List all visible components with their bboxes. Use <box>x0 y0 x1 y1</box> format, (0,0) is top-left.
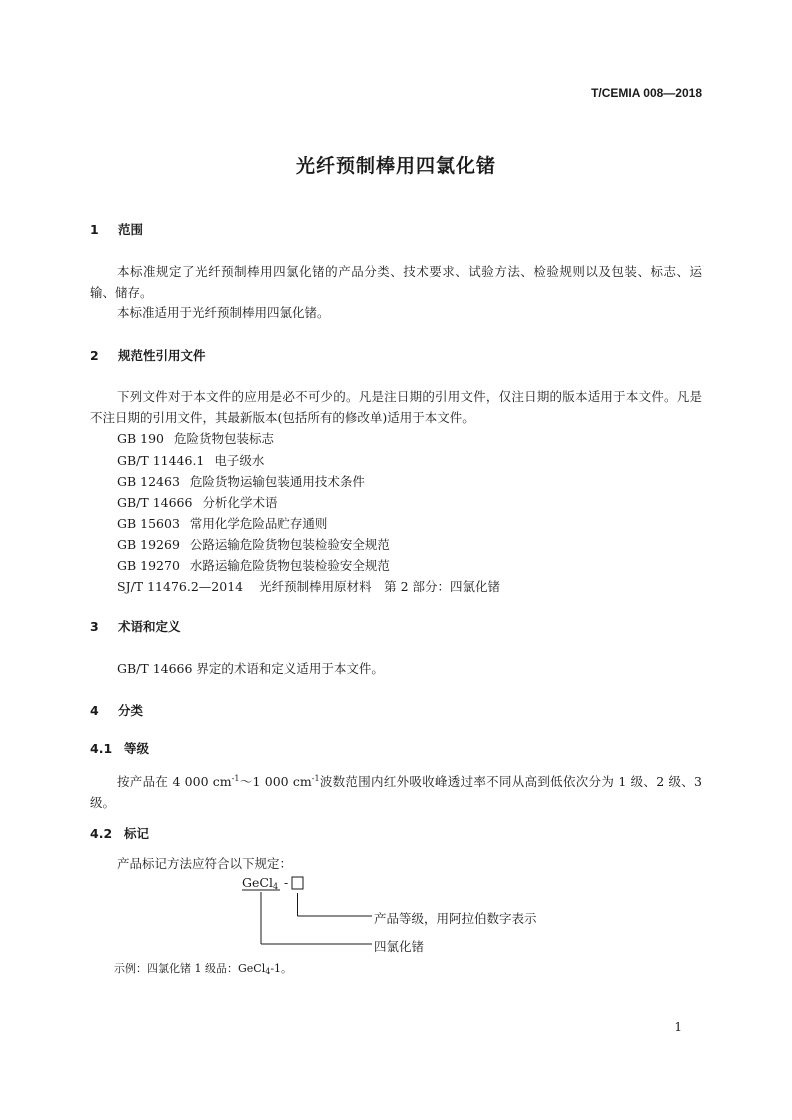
reference-name: 分析化学术语 <box>202 495 278 510</box>
reference-code: GB 190 <box>117 431 165 446</box>
section-4-2-intro: 产品标记方法应符合以下规定： <box>117 856 293 871</box>
reference-name: 危险货物运输包装通用技术条件 <box>189 474 365 489</box>
section-3-paragraph-1: GB/T 14666 界定的术语和定义适用于本文件。 <box>117 661 384 676</box>
section-1-number: 1 <box>90 222 99 237</box>
section-4-title: 分类 <box>118 703 144 718</box>
section-2-paragraph-1: 下列文件对于本文件的应用是必不可少的。凡是注日期的引用文件，仅注日期的版本适用于本文件。凡是不注日期的引用文件，其最新版本(包括所有的修改单)适用于本文件。 <box>90 389 702 425</box>
reference-code: GB 15603 <box>117 516 180 531</box>
text-segment: 按产品在 4 000 cm <box>117 774 232 789</box>
reference-code: GB 19269 <box>117 537 180 552</box>
section-4-1-title: 等级 <box>124 741 150 756</box>
section-3-number: 3 <box>90 619 99 634</box>
reference-name: 光纤预制棒用原材料 第 2 部分：四氯化锗 <box>259 579 501 594</box>
label-compound: 四氯化锗 <box>374 939 425 954</box>
formula-subscript: 4 <box>272 882 279 891</box>
grade-box <box>292 877 303 889</box>
text-segment: 波数范围内红外吸收峰透过率不同从高到低依次分为 1 级、2 级、3 级。 <box>90 774 702 810</box>
label-grade: 产品等级，用阿拉伯数字表示 <box>374 911 537 926</box>
section-2-title: 规范性引用文件 <box>118 348 206 363</box>
reference-code: GB/T 14666 <box>117 495 193 510</box>
reference-code: SJ/T 11476.2—2014 <box>117 579 244 594</box>
section-4-1-number: 4.1 <box>90 741 113 756</box>
formula-main: GeCl <box>242 875 273 890</box>
example-suffix: -1。 <box>270 962 293 975</box>
section-1-paragraph-1: 本标准规定了光纤预制棒用四氯化锗的产品分类、技术要求、试验方法、检验规则以及包装、标志、运输、储存。 <box>90 264 702 300</box>
section-4-2-title: 标记 <box>124 826 150 841</box>
section-1-paragraph-2: 本标准适用于光纤预制棒用四氯化锗。 <box>117 305 330 320</box>
reference-name: 水路运输危险货物包装检验安全规范 <box>189 558 390 573</box>
reference-name: 公路运输危险货物包装检验安全规范 <box>189 537 390 552</box>
document-title: 光纤预制棒用四氯化锗 <box>295 155 496 177</box>
reference-code: GB/T 11446.1 <box>117 453 205 468</box>
reference-name: 危险货物包装标志 <box>174 431 275 446</box>
reference-code: GB 12463 <box>117 474 180 489</box>
text-segment: ～1 000 cm <box>239 774 312 789</box>
standard-number: T/CEMIA 008—2018 <box>591 86 702 100</box>
superscript: -1 <box>311 774 320 783</box>
reference-name: 电子级水 <box>214 453 265 468</box>
section-4-2-number: 4.2 <box>90 826 113 841</box>
section-3-title: 术语和定义 <box>118 619 181 634</box>
section-4-number: 4 <box>90 703 99 718</box>
reference-name: 常用化学危险品贮存通则 <box>189 516 328 531</box>
superscript: -1 <box>231 774 240 783</box>
section-2-number: 2 <box>90 348 99 363</box>
reference-code: GB 19270 <box>117 558 180 573</box>
example-prefix: 示例：四氯化锗 1 级品：GeCl <box>114 962 266 975</box>
formula-dash: - <box>284 875 289 890</box>
example-note <box>114 960 292 976</box>
page-number: 1 <box>674 1020 682 1034</box>
section-1-title: 范围 <box>118 222 144 237</box>
example-subscript: 4 <box>265 967 271 976</box>
